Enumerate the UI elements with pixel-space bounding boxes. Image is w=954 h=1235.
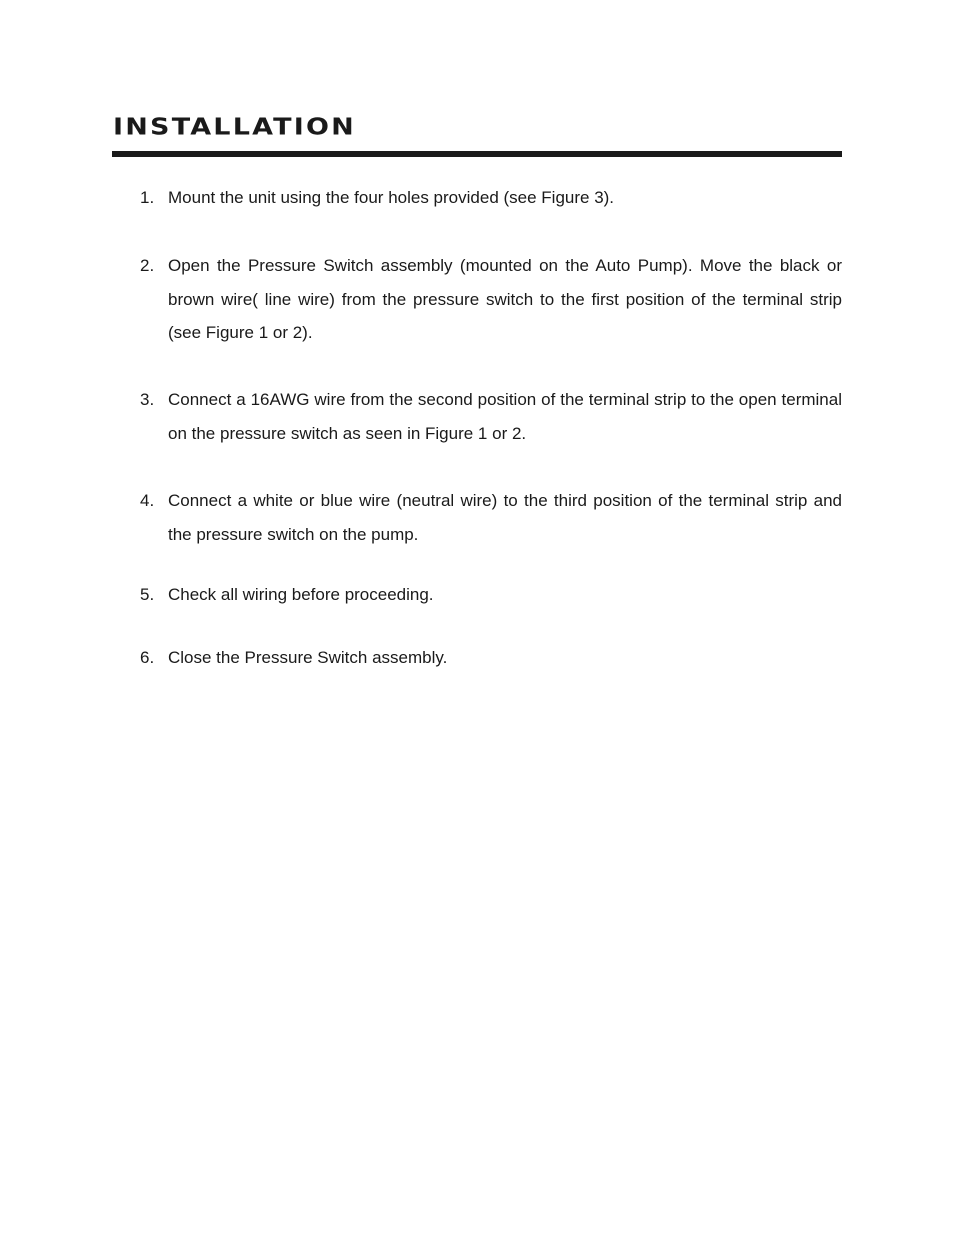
step-number: 6.	[140, 648, 155, 667]
list-item	[140, 249, 842, 350]
step-text: Open the Pressure Switch assembly (mounted on the Auto Pump). Move the black or brown wire( line wire) from the pressure switch to the first position of the terminal strip (see Figure 1 or 2).	[168, 256, 842, 342]
step-number: 2.	[140, 256, 155, 275]
step-text: Connect a 16AWG wire from the second position of the terminal strip to the open terminal on the pressure switch as seen in Figure 1 or 2.	[168, 390, 842, 443]
step-number: 3.	[140, 390, 155, 409]
step-text: Close the Pressure Switch assembly.	[168, 648, 448, 667]
step-number: 5.	[140, 585, 155, 604]
step-text: Mount the unit using the four holes provided (see Figure 3).	[168, 188, 615, 207]
step-text: Check all wiring before proceeding.	[168, 585, 434, 604]
list-item	[140, 484, 842, 551]
list-item	[140, 383, 842, 450]
step-text: Connect a white or blue wire (neutral wire) to the third position of the terminal strip and the pressure switch on the pump.	[168, 491, 842, 544]
page-title: INSTALLATION	[113, 113, 356, 141]
title-divider	[112, 151, 842, 157]
step-number: 4.	[140, 491, 155, 510]
list-item	[140, 181, 842, 215]
step-number: 1.	[140, 188, 155, 207]
list-item	[140, 578, 842, 612]
list-item	[140, 641, 842, 675]
